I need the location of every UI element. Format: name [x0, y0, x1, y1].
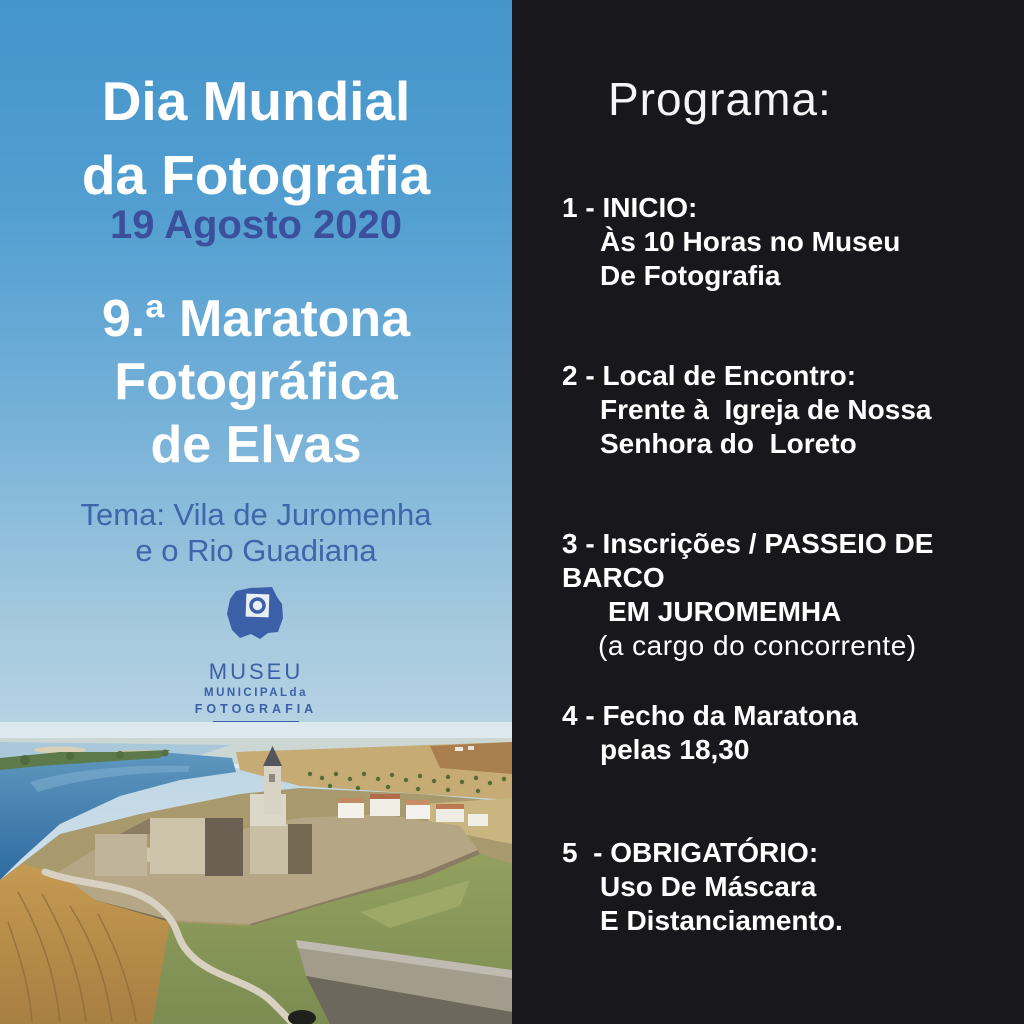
program-item-2 — [562, 359, 931, 461]
marathon-subtitle-line2: Fotográfica — [114, 353, 398, 411]
program-item-5-line2: Uso De Máscara — [600, 871, 817, 902]
program-item-3-line2: EM JUROMEMHA — [608, 596, 842, 627]
poster-title — [0, 64, 512, 212]
program-item-1-line3: De Fotografia — [600, 260, 781, 291]
program-item-3-line1: 3 - Inscrições / PASSEIO DE BARCO — [562, 528, 942, 593]
program-item-4-line1: 4 - Fecho da Maratona — [562, 700, 858, 731]
program-item-2-line2: Frente à Igreja de Nossa — [600, 394, 932, 425]
juromenha-fortress-photo — [0, 722, 512, 1024]
marathon-subtitle-line3: de Elvas — [150, 416, 362, 474]
program-item-2-line3: Senhora do Loreto — [600, 428, 857, 459]
marathon-subtitle-line1: 9.ª Maratona — [101, 290, 411, 348]
logo-museum-text: MUSEU — [208, 659, 304, 684]
poster-title-line1: Dia Mundial — [101, 70, 411, 132]
logo-fotografia-text: FOTOGRAFIA — [194, 702, 318, 716]
museum-camera-logo-icon — [224, 582, 288, 655]
theme-text — [0, 497, 512, 569]
program-item-3 — [562, 527, 1024, 663]
program-item-5-line3: E Distanciamento. — [600, 905, 843, 936]
program-item-4 — [562, 699, 858, 767]
program-item-4-line2: pelas 18,30 — [600, 734, 750, 765]
program-item-5 — [562, 836, 843, 938]
museum-logo — [0, 582, 512, 743]
marathon-subtitle — [0, 288, 512, 477]
program-heading: Programa: — [608, 73, 832, 125]
theme-line2: e o Rio Guadiana — [135, 533, 377, 568]
program-item-3-note: (a cargo do concorrente) — [598, 630, 917, 661]
program-panel — [512, 0, 1024, 1024]
event-date: 19 Agosto 2020 — [110, 203, 402, 247]
program-item-1-line2: Às 10 Horas no Museu — [600, 226, 901, 257]
theme-line1: Tema: Vila de Juromenha — [80, 497, 432, 532]
poster-title-line2: da Fotografia — [81, 144, 431, 206]
program-item-2-line1: 2 - Local de Encontro: — [562, 360, 857, 391]
logo-municipal-text: MUNICIPALda — [204, 687, 308, 699]
program-item-1-line1: 1 - INICIO: — [562, 192, 698, 223]
program-item-5-line1: 5 - OBRIGATÓRIO: — [562, 837, 819, 868]
program-item-1 — [562, 191, 900, 293]
